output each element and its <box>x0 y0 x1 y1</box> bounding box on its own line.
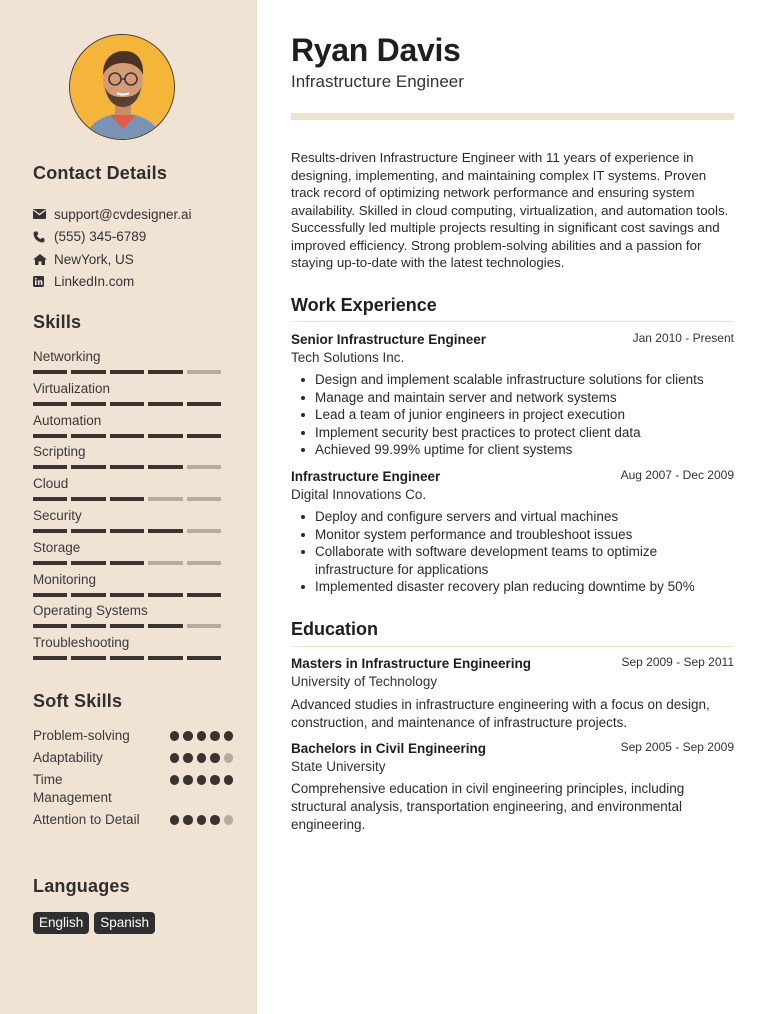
soft-skill-item <box>33 749 233 771</box>
profile-photo <box>70 35 175 140</box>
rating-dot <box>197 815 207 825</box>
soft-skill-name: Time Management <box>33 772 112 805</box>
soft-skills-heading: Soft Skills <box>33 691 123 711</box>
skill-name: Cloud <box>33 476 69 492</box>
skill-level-segment <box>71 561 105 565</box>
skill-name: Automation <box>33 412 102 428</box>
linkedin-icon <box>33 276 54 287</box>
skill-level-segment <box>71 529 105 533</box>
job-title: Senior Infrastructure Engineer <box>291 332 487 347</box>
skill-level-segment <box>33 529 67 533</box>
skill-level-segment <box>33 593 67 597</box>
skill-level-segment <box>148 402 182 406</box>
skill-level-segment <box>71 624 105 628</box>
skill-item <box>33 634 223 666</box>
contact-linkedin-text: LinkedIn.com <box>54 274 135 290</box>
skill-item <box>33 475 223 507</box>
skill-level-segment <box>187 465 221 469</box>
contact-location <box>33 248 243 271</box>
skill-item <box>33 348 223 380</box>
rating-dot <box>170 815 180 825</box>
skill-level-segment <box>148 561 182 565</box>
contact-list <box>33 203 243 293</box>
skill-level-segment <box>187 434 221 438</box>
contact-email[interactable] <box>33 203 243 226</box>
skill-level-segment <box>148 370 182 374</box>
rating-dot <box>183 815 193 825</box>
job-bullet: Lead a team of junior engineers in project execution <box>298 406 734 424</box>
envelope-icon <box>33 209 54 219</box>
skill-level-segment <box>71 593 105 597</box>
rating-dot <box>170 753 180 763</box>
rating-dot <box>210 731 220 741</box>
job-company: Tech Solutions Inc. <box>291 350 405 365</box>
rating-dot <box>210 753 220 763</box>
skill-name: Virtualization <box>33 380 111 396</box>
skill-name: Monitoring <box>33 571 97 587</box>
degree-description: Advanced studies in infrastructure engineering with a focus on design, construction, and maintenance of infrastructure projects. <box>291 697 710 730</box>
skill-item <box>33 602 223 634</box>
job-date: Jan 2010 - Present <box>632 331 734 345</box>
skill-level-bar <box>33 497 223 501</box>
skill-level-bar <box>33 561 223 565</box>
skill-level-segment <box>187 370 221 374</box>
skill-level-bar <box>33 624 223 628</box>
rating-dot <box>183 731 193 741</box>
job-bullet: Implement security best practices to protect client data <box>298 424 734 442</box>
soft-skill-rating <box>170 749 234 771</box>
home-icon <box>33 254 54 265</box>
skill-level-bar <box>33 529 223 533</box>
skill-level-segment <box>110 497 144 501</box>
skill-level-segment <box>33 434 67 438</box>
skill-level-bar <box>33 656 223 660</box>
rating-dot <box>170 775 180 785</box>
skill-level-segment <box>187 497 221 501</box>
contact-phone-text: (555) 345-6789 <box>54 229 147 245</box>
soft-skill-name: Attention to Detail <box>33 812 140 827</box>
title-divider <box>291 113 734 120</box>
skill-level-segment <box>33 624 67 628</box>
skill-name: Scripting <box>33 444 86 460</box>
skill-name: Troubleshooting <box>33 635 130 651</box>
education-divider <box>291 646 734 647</box>
rating-dot <box>210 775 220 785</box>
skill-level-segment <box>71 370 105 374</box>
skill-level-segment <box>71 434 105 438</box>
summary: Results-driven Infrastructure Engineer with 11 years of experience in designing, implementing, and maintaining complex IT systems. Proven track record of optimizing network performance and ensuring system availability. Skilled in cloud computing, virtualization, and automation tools. Successfully led multiple projects resulting in significant cost savings and improved efficiency. Strong problem-solving abilities and a passion for staying up-to-date with the latest technologies. <box>291 150 729 270</box>
contact-linkedin[interactable] <box>33 271 243 294</box>
skill-name: Networking <box>33 349 101 364</box>
skill-level-segment <box>148 624 182 628</box>
job-bullet: Monitor system performance and troubleshoot issues <box>298 526 734 544</box>
skill-level-segment <box>187 624 221 628</box>
contact-heading: Contact Details <box>33 163 168 183</box>
skill-level-segment <box>110 624 144 628</box>
skill-item <box>33 380 223 412</box>
degree-school: University of Technology <box>291 674 438 689</box>
rating-dot <box>224 731 234 741</box>
skill-level-segment <box>110 434 144 438</box>
skill-level-segment <box>187 593 221 597</box>
soft-skill-name: Problem-solving <box>33 728 130 743</box>
rating-dot <box>183 775 193 785</box>
skill-level-segment <box>148 656 182 660</box>
skill-level-segment <box>187 561 221 565</box>
degree-title: Bachelors in Civil Engineering <box>291 741 487 756</box>
skill-level-segment <box>33 561 67 565</box>
skill-level-bar <box>33 593 223 597</box>
skill-name: Storage <box>33 539 81 555</box>
language-tag: Spanish <box>94 912 155 934</box>
education-heading: Education <box>291 619 379 639</box>
job-company: Digital Innovations Co. <box>291 487 427 502</box>
work-divider <box>291 321 734 322</box>
degree-title: Masters in Infrastructure Engineering <box>291 656 532 671</box>
skill-level-segment <box>33 402 67 406</box>
soft-skill-rating <box>170 811 234 851</box>
rating-dot <box>197 731 207 741</box>
skill-level-segment <box>110 529 144 533</box>
job-title: Infrastructure Engineer <box>291 469 441 484</box>
job-bullet: Implemented disaster recovery plan reducing downtime by 50% <box>298 578 734 596</box>
skill-level-bar <box>33 370 223 374</box>
contact-location-text: NewYork, US <box>54 251 134 267</box>
rating-dot <box>224 815 234 825</box>
candidate-title: Infrastructure Engineer <box>291 72 464 91</box>
skill-item <box>33 571 223 603</box>
skill-level-segment <box>71 465 105 469</box>
candidate-name: Ryan Davis <box>291 32 461 68</box>
soft-skills-list <box>33 727 233 851</box>
skill-level-segment <box>148 497 182 501</box>
soft-skill-rating <box>170 727 234 749</box>
skill-name: Security <box>33 507 82 523</box>
avatar <box>69 34 175 140</box>
soft-skill-name: Adaptability <box>33 750 103 765</box>
languages-heading: Languages <box>33 876 130 896</box>
skill-level-segment <box>148 529 182 533</box>
skill-level-bar <box>33 402 223 406</box>
skill-level-bar <box>33 465 223 469</box>
skill-level-segment <box>110 593 144 597</box>
work-heading: Work Experience <box>291 295 437 315</box>
soft-skill-item <box>33 771 233 811</box>
skills-list <box>33 348 223 666</box>
skill-level-segment <box>71 402 105 406</box>
soft-skill-item <box>33 727 233 749</box>
skill-level-segment <box>71 656 105 660</box>
skill-level-segment <box>110 402 144 406</box>
skill-level-segment <box>110 656 144 660</box>
skill-level-segment <box>71 497 105 501</box>
skill-level-segment <box>187 402 221 406</box>
job-date: Aug 2007 - Dec 2009 <box>620 468 734 482</box>
skill-item <box>33 507 223 539</box>
rating-dot <box>224 753 234 763</box>
skill-item <box>33 443 223 475</box>
skill-level-segment <box>187 656 221 660</box>
languages-list <box>33 912 155 934</box>
rating-dot <box>210 815 220 825</box>
skill-level-segment <box>110 370 144 374</box>
job-bullet: Manage and maintain server and network systems <box>298 389 734 407</box>
degree-school: State University <box>291 759 386 774</box>
job-bullet: Achieved 99.99% uptime for client systems <box>298 441 734 459</box>
skill-level-segment <box>110 465 144 469</box>
contact-email-text: support@cvdesigner.ai <box>54 206 192 222</box>
skill-level-segment <box>148 593 182 597</box>
degree-date: Sep 2005 - Sep 2009 <box>620 740 734 754</box>
degree-date: Sep 2009 - Sep 2011 <box>621 655 734 669</box>
phone-icon <box>33 231 54 243</box>
degree-description: Comprehensive education in civil engineering principles, including structural analysis, transportation engineering, and environmental engineering. <box>291 781 685 832</box>
rating-dot <box>170 731 180 741</box>
rating-dot <box>183 753 193 763</box>
job-bullets <box>298 371 734 459</box>
skills-heading: Skills <box>33 312 82 332</box>
skill-level-segment <box>33 370 67 374</box>
rating-dot <box>197 753 207 763</box>
job-bullet: Deploy and configure servers and virtual machines <box>298 508 734 526</box>
language-tag: English <box>33 912 89 934</box>
contact-phone[interactable] <box>33 226 243 249</box>
skill-level-segment <box>187 529 221 533</box>
skill-level-segment <box>148 465 182 469</box>
job-bullet: Design and implement scalable infrastructure solutions for clients <box>298 371 734 389</box>
skill-level-bar <box>33 434 223 438</box>
soft-skill-item <box>33 811 233 851</box>
skill-item <box>33 539 223 571</box>
skill-level-segment <box>110 561 144 565</box>
skill-level-segment <box>33 656 67 660</box>
soft-skill-rating <box>170 771 234 811</box>
skill-item <box>33 412 223 444</box>
job-bullets <box>298 508 734 596</box>
skill-name: Operating Systems <box>33 603 148 619</box>
skill-level-segment <box>148 434 182 438</box>
rating-dot <box>197 775 207 785</box>
rating-dot <box>224 775 234 785</box>
skill-level-segment <box>33 465 67 469</box>
job-bullet: Collaborate with software development teams to optimize infrastructure for applications <box>298 543 734 578</box>
skill-level-segment <box>33 497 67 501</box>
